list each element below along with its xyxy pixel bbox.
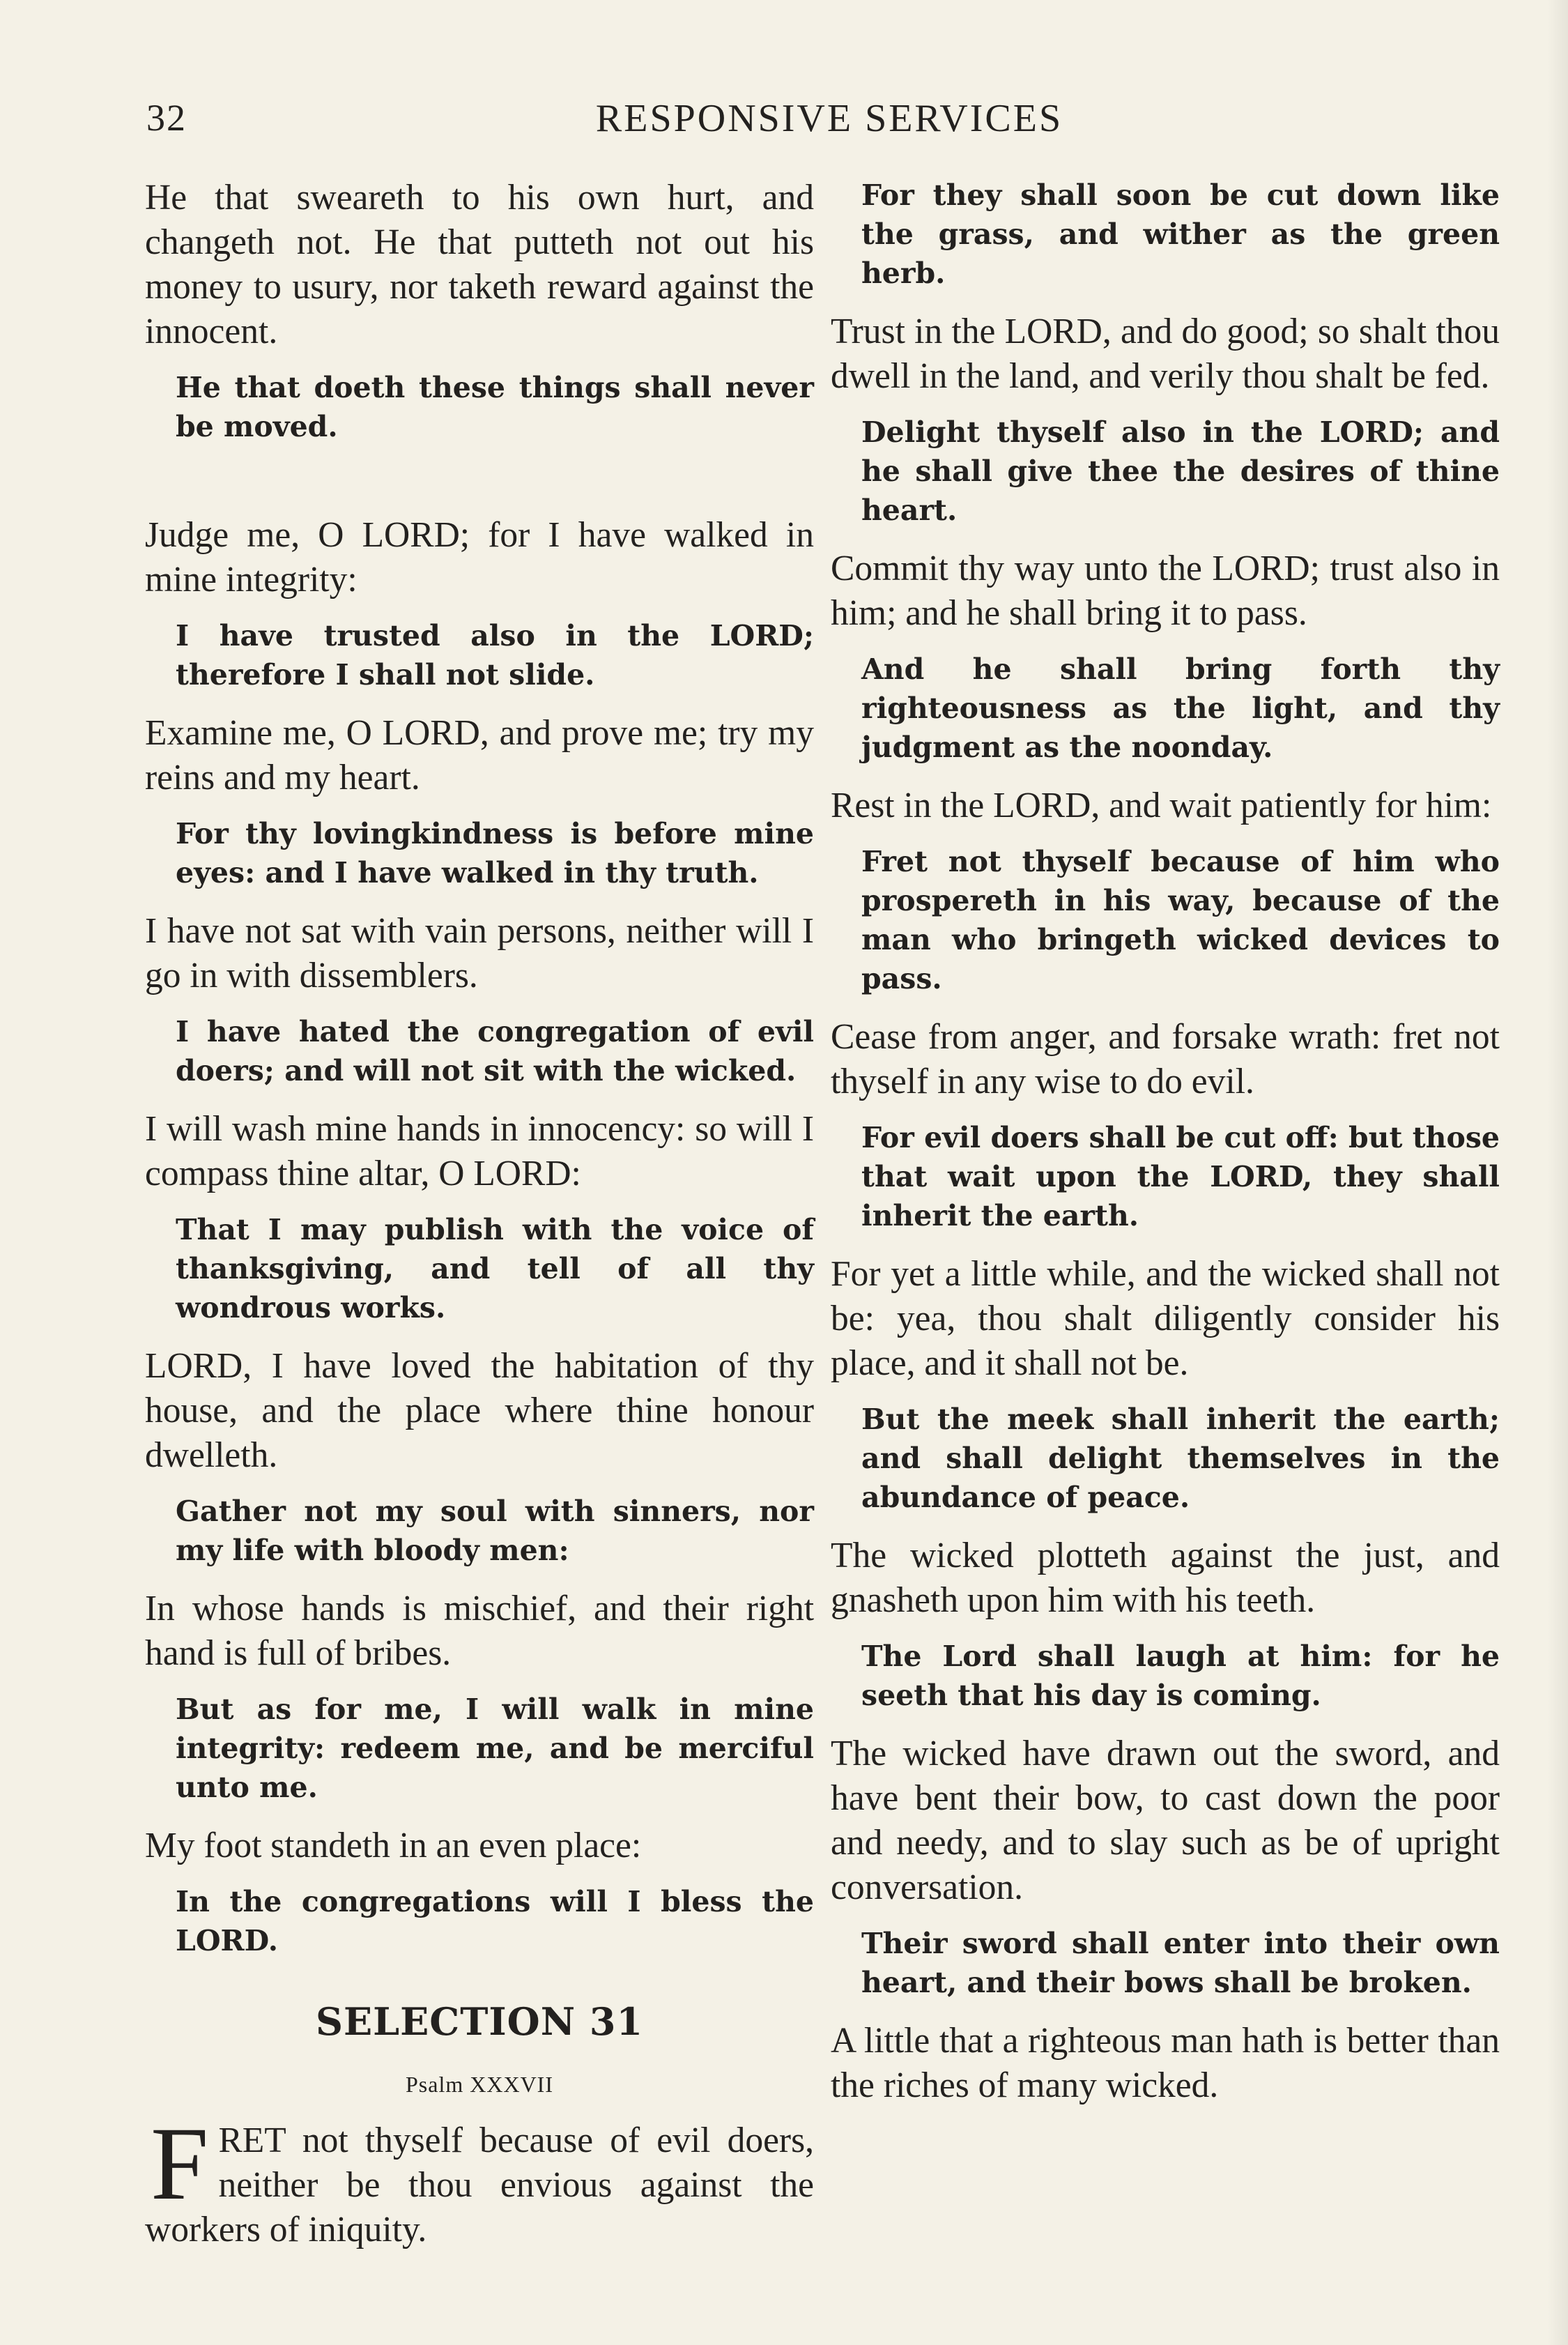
leader-verse: A little that a righteous man hath is better than the riches of many wicked. <box>831 2021 1500 2105</box>
page-header <box>146 96 1512 145</box>
right-column <box>831 176 1500 2122</box>
leader-verse: Trust in the LORD, and do good; so shalt thou dwell in the land, and verily thou shalt be fed. <box>831 312 1500 396</box>
leader-verse: For yet a little while, and the wicked shall not be: yea, thou shalt diligently consider his place, and it shall not be. <box>831 1254 1500 1383</box>
opening-verse-text: RET not thyself because of evil doers, neither be thou envious against the workers of iniquity. <box>145 2121 814 2249</box>
response-verse: In the congregations will I bless the LORD. <box>176 1885 814 1957</box>
leader-verse: LORD, I have loved the habitation of thy house, and the place where thine honour dwelleth. <box>145 1346 814 1475</box>
response-verse: I have trusted also in the LORD; therefore I shall not slide. <box>176 619 814 692</box>
page-edge-shadow <box>1547 0 1568 2345</box>
leader-verse: The wicked have drawn out the sword, and have bent their bow, to cast down the poor and needy, and to slay such as be of upright conversation. <box>831 1734 1500 1907</box>
section-gap <box>145 463 814 513</box>
leader-verse: In whose hands is mischief, and their right hand is full of bribes. <box>145 1589 814 1673</box>
response-verse: For evil doers shall be cut off: but those that wait upon the LORD, they shall inherit the earth. <box>861 1121 1500 1232</box>
response-verse: Gather not my soul with sinners, nor my life with bloody men: <box>176 1495 814 1567</box>
selection-title: SELECTION 31 <box>315 1999 644 2044</box>
response-verse: The Lord shall laugh at him: for he seeth that his day is coming. <box>861 1640 1500 1712</box>
response-verse: For thy lovingkindness is before mine eyes: and I have walked in thy truth. <box>176 817 814 889</box>
page-number: 32 <box>146 97 187 139</box>
response-verse: But as for me, I will walk in mine integrity: redeem me, and be merciful unto me. <box>176 1693 814 1804</box>
leader-verse: Examine me, O LORD, and prove me; try my reins and my heart. <box>145 713 814 797</box>
running-title: RESPONSIVE SERVICES <box>595 97 1063 140</box>
leader-verse: I have not sat with vain persons, neither will I go in with dissemblers. <box>145 911 814 995</box>
leader-verse: Commit thy way unto the LORD; trust also in him; and he shall bring it to pass. <box>831 549 1500 633</box>
opening-verse <box>145 2106 814 2252</box>
leader-verse: He that sweareth to his own hurt, and changeth not. He that putteth not out his money to usury, nor taketh reward against the innocent. <box>145 178 814 351</box>
leader-verse: Cease from anger, and forsake wrath: fret not thyself in any wise to do evil. <box>831 1017 1500 1101</box>
response-verse: I have hated the congregation of evil doers; and will not sit with the wicked. <box>176 1015 814 1087</box>
leader-verse: Judge me, O LORD; for I have walked in mine integrity: <box>145 515 814 599</box>
leader-verse: Rest in the LORD, and wait patiently for him: <box>831 786 1492 825</box>
response-verse: That I may publish with the voice of thanksgiving, and tell of all thy wondrous works. <box>176 1213 814 1324</box>
leader-verse: My foot standeth in an even place: <box>145 1826 642 1865</box>
response-verse: For they shall soon be cut down like the grass, and wither as the green herb. <box>861 178 1500 290</box>
response-verse: Fret not thyself because of him who prospereth in his way, because of the man who bringeth wicked devices to pass. <box>861 845 1500 995</box>
leader-verse: The wicked plotteth against the just, and gnasheth upon him with his teeth. <box>831 1536 1500 1620</box>
response-verse: And he shall bring forth thy righteousness as the light, and thy judgment as the noonday. <box>861 652 1500 764</box>
response-verse: Their sword shall enter into their own heart, and their bows shall be broken. <box>861 1927 1500 1999</box>
response-verse: But the meek shall inherit the earth; and shall delight themselves in the abundance of peace. <box>861 1403 1500 1514</box>
psalm-reference: Psalm XXXVII <box>406 2072 553 2097</box>
leader-verse: I will wash mine hands in innocency: so will I compass thine altar, O LORD: <box>145 1109 814 1193</box>
left-column <box>145 176 814 2266</box>
response-verse: He that doeth these things shall never be moved. <box>176 371 814 443</box>
response-verse: Delight thyself also in the LORD; and he shall give thee the desires of thine heart. <box>861 415 1500 527</box>
drop-cap: F <box>151 2106 209 2222</box>
